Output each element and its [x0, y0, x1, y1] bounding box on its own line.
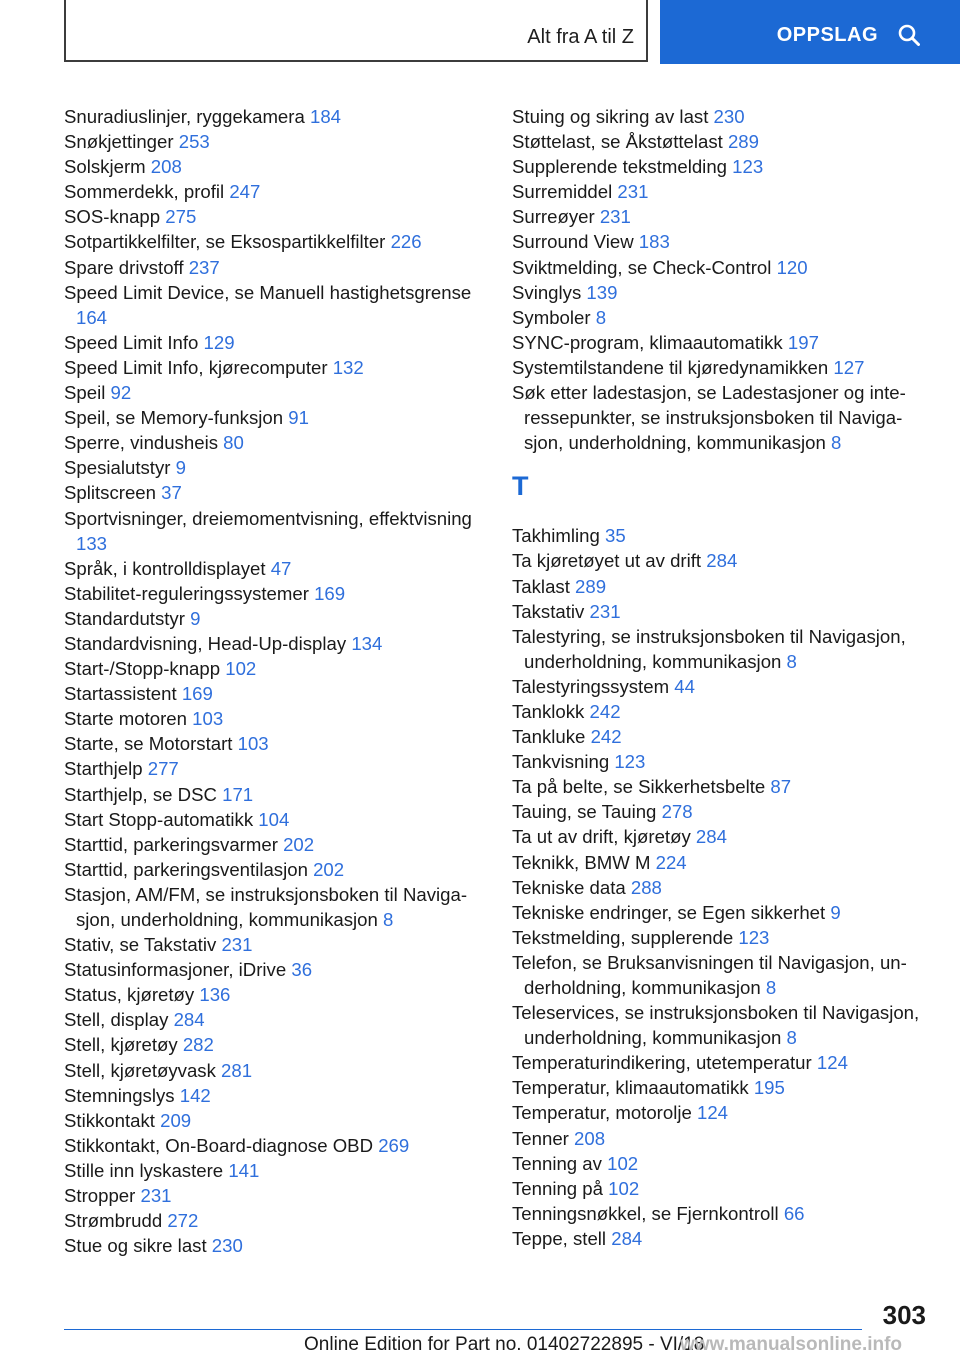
index-entry-term: Talestyringssystem	[512, 675, 670, 697]
page-reference-link[interactable]: 134	[351, 632, 383, 654]
lookup-tab-label: OPPSLAG	[776, 23, 878, 46]
index-entry	[64, 455, 484, 480]
index-entry-term: Stue og sikre last	[64, 1235, 207, 1257]
index-entry	[64, 857, 484, 882]
index-entry-term: Sviktmelding, se Check-Control	[512, 256, 772, 278]
index-entry	[64, 832, 484, 857]
index-entry	[64, 681, 484, 706]
page-reference-link[interactable]: 35	[605, 525, 626, 547]
index-entry	[512, 1126, 932, 1151]
page-reference-link[interactable]: 123	[738, 926, 770, 948]
index-entry-term: Stikkontakt, On-Board-diagnose OBD	[64, 1134, 374, 1156]
index-entry-term: Stuing og sikring av last	[512, 106, 709, 127]
index-entry	[64, 179, 484, 204]
index-entry	[64, 405, 484, 430]
index-column-right	[512, 104, 932, 1251]
index-column-left	[64, 104, 484, 1258]
index-entry	[64, 430, 484, 455]
page-reference-link[interactable]: 171	[222, 783, 254, 805]
index-entry-term: Tenning på	[512, 1177, 603, 1199]
page-reference-link[interactable]: 284	[611, 1227, 643, 1249]
index-entry-term: Startassistent	[64, 683, 177, 705]
index-entry-term: Stell, display	[64, 1009, 169, 1031]
index-entry	[64, 330, 484, 355]
page-reference-link[interactable]: 277	[147, 758, 179, 780]
index-entry	[64, 355, 484, 380]
page-reference-link[interactable]: 253	[178, 131, 210, 153]
index-entry	[512, 950, 932, 1000]
page-reference-link[interactable]: 66	[783, 1202, 805, 1224]
page-reference-link[interactable]: 202	[283, 833, 315, 855]
page-reference-link[interactable]: 237	[188, 256, 220, 278]
page-reference-link[interactable]: 284	[706, 550, 738, 572]
page-reference-link[interactable]: 123	[614, 751, 646, 773]
index-entry-term: Surround View	[512, 231, 634, 253]
index-entry-term: Standardutstyr	[64, 607, 185, 629]
index-entry	[64, 556, 484, 581]
index-entry	[512, 548, 932, 573]
index-entry-term: Språk, i kontrolldisplayet	[64, 557, 266, 579]
page-reference-link[interactable]: 120	[776, 256, 808, 278]
index-entry	[64, 932, 484, 957]
index-entry	[512, 925, 932, 950]
lookup-tab[interactable]	[660, 0, 960, 64]
page-reference-link[interactable]: 9	[190, 607, 201, 629]
index-entry-term: Teppe, stell	[512, 1227, 607, 1249]
index-entry-term: Stasjon, AM/FM, se instruksjonsboken til Navigasjon, underholdning, kommunikasjon	[64, 883, 468, 930]
index-entry	[512, 280, 932, 305]
index-entry	[512, 774, 932, 799]
index-entry	[512, 229, 932, 254]
page-reference-link[interactable]: 8	[595, 306, 607, 328]
index-entry	[64, 1058, 484, 1083]
index-entry-term: Statusinformasjoner, iDrive	[64, 959, 287, 981]
page-reference-link[interactable]: 91	[288, 407, 309, 429]
page-reference-link[interactable]: 272	[167, 1210, 199, 1232]
page-reference-link[interactable]: 87	[770, 776, 792, 798]
page-reference-link[interactable]: 139	[586, 281, 618, 303]
index-entry	[64, 154, 484, 179]
index-entry-term: Splitscreen	[64, 482, 156, 504]
page-reference-link[interactable]: 169	[314, 582, 346, 604]
page-reference-link[interactable]: 103	[237, 733, 269, 755]
index-entry-term: Starthjelp, se DSC	[64, 783, 217, 805]
index-entry	[64, 480, 484, 505]
index-entry	[64, 204, 484, 229]
page-reference-link[interactable]: 169	[181, 683, 213, 705]
index-entry	[64, 129, 484, 154]
index-entry-term: SOS-knapp	[64, 206, 161, 228]
page-reference-link[interactable]: 8	[786, 650, 797, 672]
index-entry-term: Spare drivstoff	[64, 256, 184, 278]
index-entry-term: Speil, se Memory-funksjon	[64, 407, 284, 429]
index-entry	[64, 280, 484, 330]
page-reference-link[interactable]: 202	[313, 858, 345, 880]
index-entry	[512, 355, 932, 380]
page-reference-link[interactable]: 136	[199, 984, 231, 1006]
index-entry-term: Ta ut av drift, kjøretøy	[512, 826, 691, 848]
index-entry-term: Speil	[64, 382, 106, 404]
index-entry	[64, 606, 484, 631]
index-entry	[512, 699, 932, 724]
index-entry-term: Søk etter ladestasjon, se Ladestasjoner og interessepunkter, se instruksjonsboken til Navigasjon, underholdning, kommunikasjon	[512, 382, 906, 454]
index-entry-term: Supplerende tekstmelding	[512, 156, 727, 178]
page-reference-link[interactable]: 278	[661, 801, 693, 823]
index-entry-term: Temperaturindikering, utetemperatur	[512, 1052, 812, 1074]
index-entry	[64, 1158, 484, 1183]
index-entry-term: Speed Limit Info, kjørecomputer	[64, 356, 328, 378]
page-reference-link[interactable]: 123	[732, 156, 764, 178]
page-reference-link[interactable]: 231	[599, 206, 631, 228]
index-group-s	[512, 104, 932, 455]
index-entry-term: Sotpartikkelfilter, se Eksospartikkelfilter	[64, 231, 386, 253]
index-entry-term: Stell, kjøretøyvask	[64, 1059, 216, 1081]
index-entry	[512, 380, 932, 455]
index-entry	[512, 1000, 932, 1050]
page-reference-link[interactable]: 230	[713, 106, 745, 127]
page-reference-link[interactable]: 44	[674, 675, 695, 697]
page-reference-link[interactable]: 242	[589, 700, 621, 722]
index-entry	[64, 656, 484, 681]
index-entry-term: Tenningsnøkkel, se Fjernkontroll	[512, 1202, 779, 1224]
index-entry-term: Taklast	[512, 575, 570, 597]
index-entry	[512, 1100, 932, 1125]
page-reference-link[interactable]: 37	[161, 482, 182, 504]
index-entry	[512, 129, 932, 154]
index-entry	[512, 104, 932, 129]
index-entry	[64, 807, 484, 832]
page-reference-link[interactable]: 284	[695, 826, 727, 848]
page-reference-link[interactable]: 269	[378, 1134, 410, 1156]
page-reference-link[interactable]: 9	[175, 457, 186, 479]
page-reference-link[interactable]: 289	[575, 575, 607, 597]
page-reference-link[interactable]: 9	[830, 901, 841, 923]
index-entry-term: Teknikk, BMW M	[512, 851, 651, 873]
index-entry-term: SYNC-program, klimaautomatikk	[512, 331, 783, 353]
page-reference-link[interactable]: 195	[753, 1077, 785, 1099]
index-entry	[64, 1133, 484, 1158]
index-entry-term: Solskjerm	[64, 156, 146, 178]
page-reference-link[interactable]: 183	[638, 231, 670, 253]
page-reference-link[interactable]: 102	[607, 1152, 639, 1174]
page-reference-link[interactable]: 102	[225, 658, 257, 680]
index-entry-term: Tanklokk	[512, 700, 585, 722]
page-reference-link[interactable]: 8	[786, 1027, 797, 1049]
index-entry-term: Symboler	[512, 306, 591, 328]
index-entry-term: Stemningslys	[64, 1084, 175, 1106]
index-entry	[64, 782, 484, 807]
page-reference-link[interactable]: 133	[76, 532, 108, 554]
index-entry-term: Teleservices, se instruksjonsboken til Navigasjon, underholdning, kommunikasjon	[512, 1002, 920, 1049]
index-entry	[64, 706, 484, 731]
index-entry	[512, 255, 932, 280]
index-entry-term: Sportvisninger, dreiemomentvisning, effektvisning	[64, 507, 472, 529]
page-reference-link[interactable]: 141	[228, 1159, 260, 1181]
page-reference-link[interactable]: 288	[630, 876, 662, 898]
page-reference-link[interactable]: 92	[110, 382, 132, 404]
index-entry	[512, 1075, 932, 1100]
page-reference-link[interactable]: 104	[258, 808, 290, 830]
page-reference-link[interactable]: 208	[574, 1127, 606, 1149]
index-entry	[512, 900, 932, 925]
index-entry-term: Standardvisning, Head-Up-display	[64, 632, 347, 654]
index-entry-term: Takstativ	[512, 600, 585, 622]
index-entry-term: Sperre, vindusheis	[64, 432, 218, 454]
page-reference-link[interactable]: 209	[160, 1109, 192, 1131]
index-entry	[64, 1208, 484, 1233]
index-entry	[64, 255, 484, 280]
page-reference-link[interactable]: 197	[787, 331, 819, 353]
index-entry-term: Tenner	[512, 1127, 569, 1149]
index-entry	[64, 756, 484, 781]
index-entry-term: Tekniske endringer, se Egen sikkerhet	[512, 901, 826, 923]
page-reference-link[interactable]: 8	[382, 909, 394, 930]
index-entry-term: Strømbrudd	[64, 1210, 163, 1232]
page-reference-link[interactable]: 281	[221, 1059, 253, 1081]
section-letter: T	[512, 471, 529, 502]
index-entry-term: Tekstmelding, supplerende	[512, 926, 734, 948]
index-entry-term: Starthjelp	[64, 758, 143, 780]
page-reference-link[interactable]: 208	[150, 156, 182, 178]
index-entry	[64, 380, 484, 405]
search-icon	[898, 24, 920, 46]
index-entry	[512, 154, 932, 179]
index-entry-term: Temperatur, klimaautomatikk	[512, 1077, 749, 1099]
index-entry	[64, 982, 484, 1007]
index-entry-term: Speed Limit Info	[64, 331, 199, 353]
page-reference-link[interactable]: 231	[589, 600, 621, 622]
index-entry-term: Stille inn lyskastere	[64, 1159, 224, 1181]
index-entry	[64, 104, 484, 129]
index-entry-term: Støttelast, se Åkstøttelast	[512, 131, 723, 153]
index-entry	[512, 824, 932, 849]
page-reference-link[interactable]: 80	[223, 432, 244, 454]
index-entry	[512, 1176, 932, 1201]
index-entry	[64, 1108, 484, 1133]
index-entry-term: Tekniske data	[512, 876, 626, 898]
index-entry-term: Tankvisning	[512, 751, 610, 773]
index-entry-term: Telefon, se Bruksanvisningen til Navigasjon, underholdning, kommunikasjon	[512, 951, 907, 998]
index-entry-term: Status, kjøretøy	[64, 984, 195, 1006]
page-reference-link[interactable]: 184	[309, 106, 342, 127]
page-reference-link[interactable]: 129	[203, 331, 235, 353]
index-entry-term: Temperatur, motorolje	[512, 1102, 692, 1124]
index-entry-term: Stativ, se Takstativ	[64, 934, 217, 956]
index-entry-term: Start Stopp-automatikk	[64, 808, 254, 830]
index-entry	[512, 674, 932, 699]
index-entry	[512, 1201, 932, 1226]
page-reference-link[interactable]: 127	[833, 356, 865, 378]
page-reference-link[interactable]: 231	[140, 1185, 172, 1207]
page-reference-link[interactable]: 226	[390, 231, 422, 253]
index-entry	[512, 204, 932, 229]
index-entry-term: Surreøyer	[512, 206, 595, 228]
page-header	[0, 0, 960, 66]
index-entry	[512, 1226, 932, 1251]
index-entry-term: Starttid, parkeringsvarmer	[64, 833, 278, 855]
index-entry-term: Stabilitet-reguleringssystemer	[64, 582, 309, 604]
page-reference-link[interactable]: 132	[332, 356, 364, 378]
index-entry	[512, 799, 932, 824]
index-entry-term: Starttid, parkeringsventilasjon	[64, 858, 308, 880]
index-entry	[512, 523, 932, 548]
index-entry-term: Tauing, se Tauing	[512, 801, 657, 823]
index-entry	[512, 599, 932, 624]
index-entry-term: Surremiddel	[512, 181, 613, 203]
index-entry	[512, 850, 932, 875]
index-entry	[64, 1007, 484, 1032]
page-reference-link[interactable]: 164	[76, 306, 108, 328]
page-reference-link[interactable]: 36	[291, 959, 313, 981]
page-reference-link[interactable]: 8	[830, 432, 842, 454]
index-entry	[64, 506, 484, 556]
index-entry	[64, 957, 484, 982]
index-entry	[64, 731, 484, 756]
index-entry-term: Starte motoren	[64, 708, 187, 730]
index-entry-term: Starte, se Motorstart	[64, 733, 233, 755]
index-entry-term: Svinglys	[512, 281, 582, 303]
index-entry-term: Snuradiuslinjer, ryggekamera	[64, 106, 305, 127]
index-entry-term: Talestyring, se instruksjonsboken til Navigasjon, underholdning, kommunikasjon	[512, 625, 906, 672]
index-entry	[64, 882, 484, 932]
page-number: 303	[882, 1300, 926, 1330]
page-reference-link[interactable]: 275	[165, 206, 197, 228]
index-entry	[512, 1151, 932, 1176]
page-reference-link[interactable]: 102	[608, 1177, 640, 1199]
section-header-box	[64, 0, 648, 62]
index-entry-term: Takhimling	[512, 525, 600, 547]
page-reference-link[interactable]: 224	[655, 851, 687, 873]
index-entry	[512, 875, 932, 900]
page-reference-link[interactable]: 231	[617, 181, 649, 203]
index-entry	[64, 581, 484, 606]
page-reference-link[interactable]: 231	[221, 934, 253, 956]
index-entry-term: Systemtilstandene til kjøredynamikken	[512, 356, 829, 378]
index-entry-term: Ta på belte, se Sikkerhetsbelte	[512, 776, 766, 798]
index-entry-term: Tankluke	[512, 726, 586, 748]
index-entry-term: Stikkontakt	[64, 1109, 155, 1131]
index-entry	[64, 1233, 484, 1258]
index-entry	[64, 1032, 484, 1057]
index-entry-term: Speed Limit Device, se Manuell hastighetsgrense	[64, 281, 472, 303]
index-group-t	[512, 523, 932, 1251]
index-entry	[512, 574, 932, 599]
section-title: Alt fra A til Z	[527, 26, 634, 48]
page-reference-link[interactable]: 103	[192, 708, 224, 730]
index-entry-term: Tenning av	[512, 1152, 602, 1174]
footer-divider	[64, 1329, 862, 1330]
index-entry-term: Ta kjøretøyet ut av drift	[512, 550, 702, 572]
page-reference-link[interactable]: 282	[182, 1034, 214, 1056]
index-entry	[512, 724, 932, 749]
page-reference-link[interactable]: 242	[590, 726, 622, 748]
edition-note: Online Edition for Part no. 01402722895 - VI/18	[304, 1334, 705, 1355]
page-reference-link[interactable]: 124	[697, 1102, 729, 1124]
index-entry	[64, 229, 484, 254]
index-entry	[512, 624, 932, 674]
index-entry-term: Snøkjettinger	[64, 131, 174, 153]
index-entry-term: Sommerdekk, profil	[64, 181, 225, 203]
watermark: www.manualsonline.info	[680, 1334, 903, 1355]
index-entry-term: Stropper	[64, 1185, 136, 1207]
page-reference-link[interactable]: 124	[816, 1052, 848, 1074]
index-entry	[512, 330, 932, 355]
index-entry-term: Start-/Stopp-knapp	[64, 658, 221, 680]
index-entry	[64, 1183, 484, 1208]
index-entry	[512, 179, 932, 204]
index-entry	[512, 305, 932, 330]
index-entry	[512, 749, 932, 774]
index-entry	[64, 1083, 484, 1108]
page-reference-link[interactable]: 230	[211, 1235, 243, 1257]
page-reference-link[interactable]: 47	[270, 557, 292, 579]
index-entry-term: Stell, kjøretøy	[64, 1034, 178, 1056]
index-entry	[512, 1050, 932, 1075]
page-reference-link[interactable]: 289	[727, 131, 759, 153]
index-entry-term: Spesialutstyr	[64, 457, 171, 479]
page-reference-link[interactable]: 247	[229, 181, 261, 203]
page-reference-link[interactable]: 284	[173, 1009, 205, 1031]
index-entry	[64, 631, 484, 656]
page-reference-link[interactable]: 8	[765, 977, 777, 998]
page-reference-link[interactable]: 142	[179, 1084, 211, 1106]
